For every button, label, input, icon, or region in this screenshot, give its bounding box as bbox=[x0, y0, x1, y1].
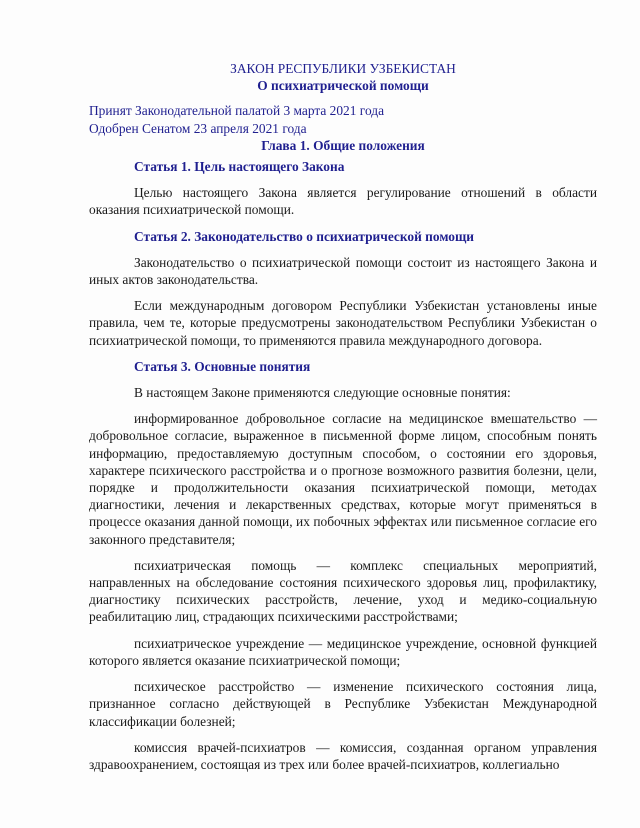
article-1-paragraph: Целью настоящего Закона является регулирование отношений в области оказания психиатрической помощи. bbox=[89, 185, 597, 218]
chapter-title: Глава 1. Общие положения bbox=[261, 137, 425, 153]
definition-psychiatric-institution: психиатрическое учреждение — медицинское учреждение, основной функцией которого является оказание психиатрической помощи; bbox=[89, 635, 597, 668]
approved-date: Одобрен Сенатом 23 апреля 2021 года bbox=[89, 120, 307, 136]
definition-psychiatric-help: психиатрическая помощь — комплекс специальных мероприятий, направленных на обследование состояния психического здоровья лиц, профилактику, диагностику психических расстройств, лечение, уход и медико-социальную реабилитацию лиц, страдающих психическими расстройствами; bbox=[89, 557, 597, 625]
definition-mental-disorder: психическое расстройство — изменение психического состояния лица, признанное согласно действующей в Республике Узбекистан Международной классификации болезней; bbox=[89, 679, 597, 729]
article-1-title: Статья 1. Цель настоящего Закона bbox=[134, 159, 345, 175]
adopted-date: Принят Законодательной палатой 3 марта 2021 года bbox=[89, 103, 385, 119]
definition-informed-consent: информированное добровольное согласие на медицинское вмешательство — добровольное согласие, выраженное в письменной форме лицом, способным понять информацию, предоставляемую доступным способом, о состоянии его здоровья, характере психического расстройства и о прогнозе возможного развития болезни, цели, порядке и продолжительности оказания психиатрической помощи, методах диагностики, лечения и лекарственных средствах, которые могут применяться в процессе оказания данной помощи, их побочных эффектах или письменное согласие его законного представителя; bbox=[89, 411, 597, 547]
article-2-title: Статья 2. Законодательство о психиатрической помощи bbox=[134, 228, 474, 244]
law-subject: О психиатрической помощи bbox=[257, 78, 429, 94]
document-page bbox=[89, 60, 597, 782]
article-3-paragraph: В настоящем Законе применяются следующие основные понятия: bbox=[134, 385, 511, 401]
article-3-title: Статья 3. Основные понятия bbox=[134, 358, 311, 374]
law-title: ЗАКОН РЕСПУБЛИКИ УЗБЕКИСТАН bbox=[230, 61, 456, 76]
article-2-paragraph: Если международным договором Республики Узбекистан установлены иные правила, чем те, которые предусмотрены законодательством Республики Узбекистан о психиатрической помощи, то применяются правила международного договора. bbox=[89, 298, 597, 348]
definition-psychiatrist-commission: комиссия врачей-психиатров — комиссия, созданная органом управления здравоохранением, состоящая из трех или более врачей-психиатров, коллегиально bbox=[89, 739, 597, 772]
article-2-paragraph: Законодательство о психиатрической помощи состоит из настоящего Закона и иных актов законодательства. bbox=[89, 254, 597, 288]
